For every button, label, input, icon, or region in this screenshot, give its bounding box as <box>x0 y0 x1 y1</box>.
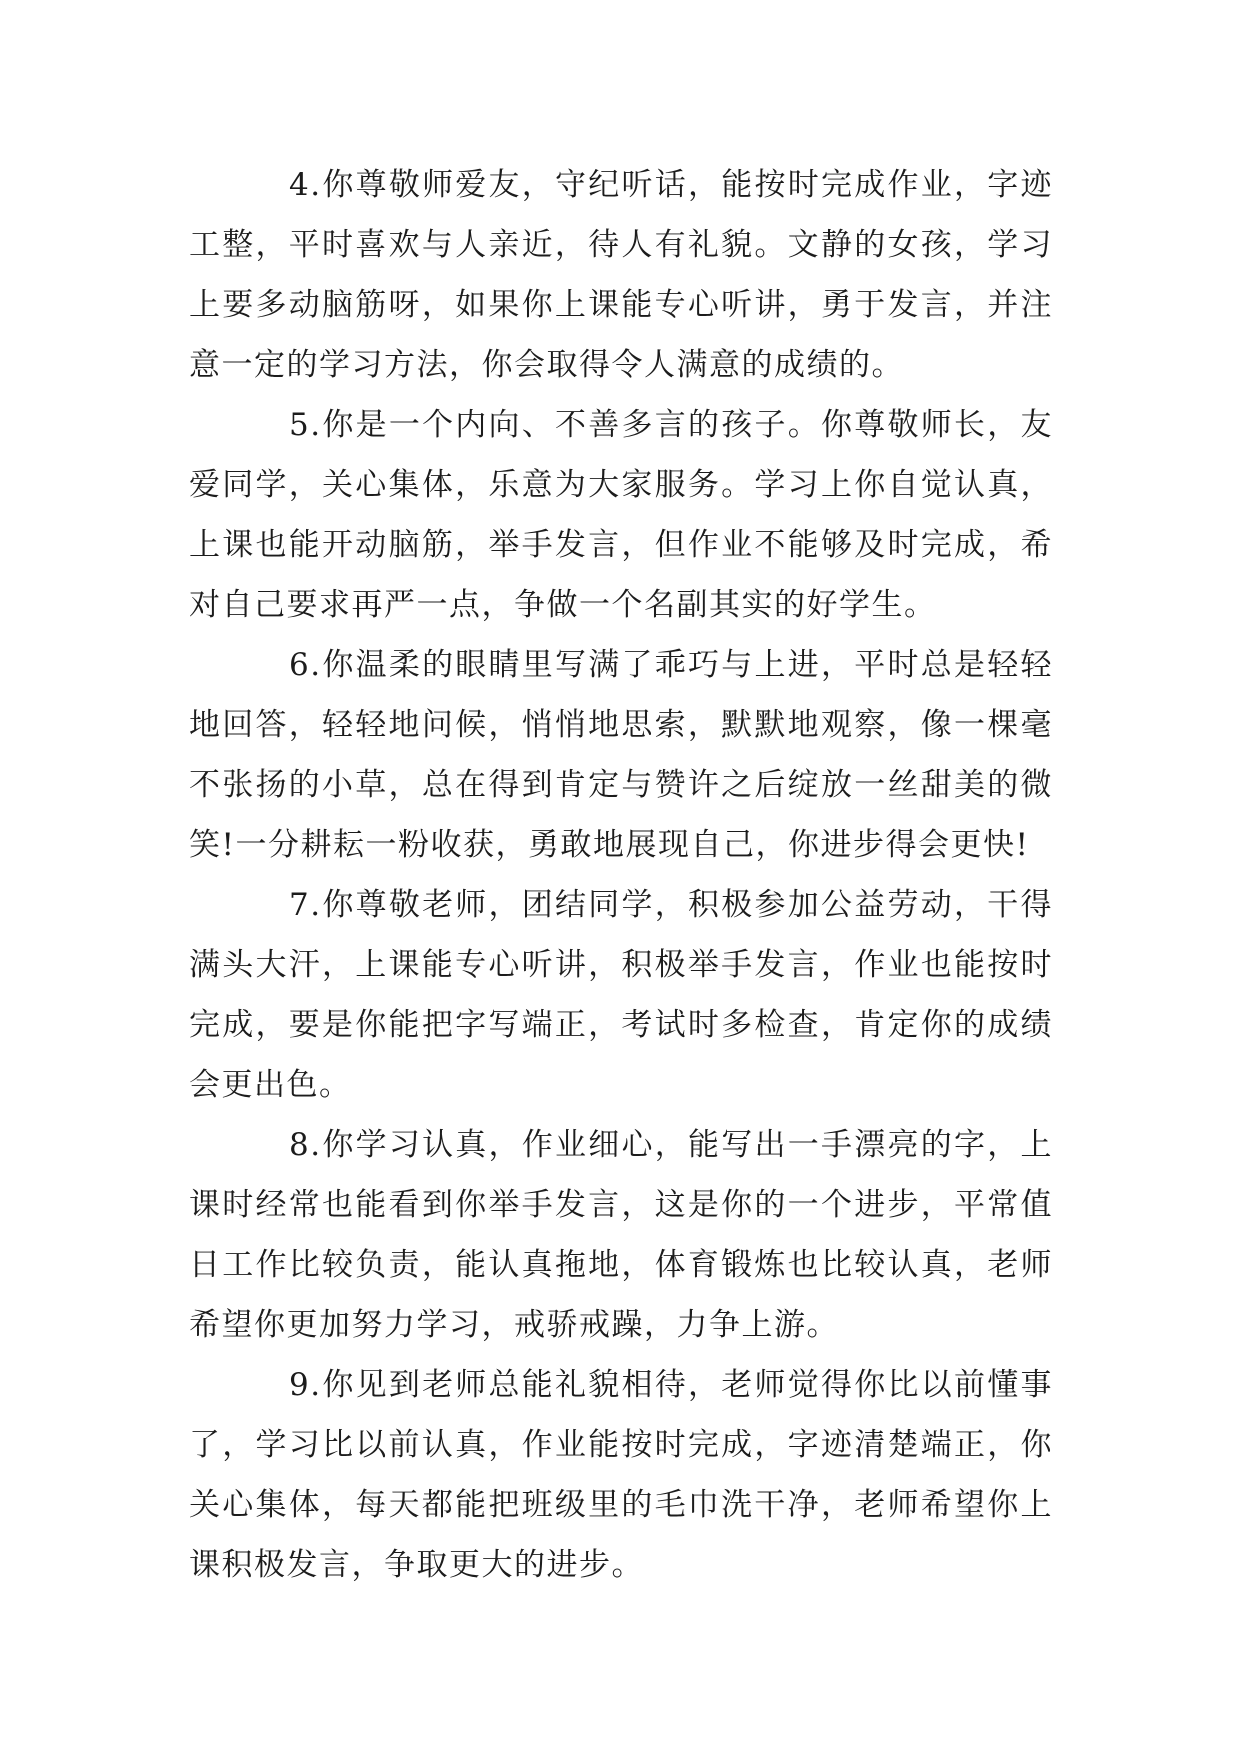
paragraph-7: 7.你尊敬老师，团结同学，积极参加公益劳动，干得满头大汗，上课能专心听讲，积极举手发言，作业也能按时完成，要是你能把字写端正，考试时多检查，肯定你的成绩会更出色。 <box>189 887 1053 1103</box>
paragraph-9: 9.你见到老师总能礼貌相待，老师觉得你比以前懂事了，学习比以前认真，作业能按时完成，字迹清楚端正，你关心集体，每天都能把班级里的毛巾洗干净，老师希望你上课积极发言，争取更大的进步。 <box>189 1367 1053 1583</box>
paragraph-4: 4.你尊敬师爱友，守纪听话，能按时完成作业，字迹工整，平时喜欢与人亲近，待人有礼貌。文静的女孩，学习上要多动脑筋呀，如果你上课能专心听讲，勇于发言，并注意一定的学习方法，你会取得令人满意的成绩的。 <box>189 167 1053 383</box>
paragraph-6: 6.你温柔的眼睛里写满了乖巧与上进，平时总是轻轻地回答，轻轻地问候，悄悄地思索，默默地观察，像一棵毫不张扬的小草，总在得到肯定与赞许之后绽放一丝甜美的微笑!一分耕耘一粉收获，勇敢地展现自己，你进步得会更快! <box>189 647 1053 863</box>
paragraph-5: 5.你是一个内向、不善多言的孩子。你尊敬师长，友爱同学，关心集体，乐意为大家服务。学习上你自觉认真，上课也能开动脑筋，举手发言，但作业不能够及时完成，希对自己要求再严一点，争做一个名副其实的好学生。 <box>189 407 1053 623</box>
paragraph-8: 8.你学习认真，作业细心，能写出一手漂亮的字，上课时经常也能看到你举手发言，这是你的一个进步，平常值日工作比较负责，能认真拖地，体育锻炼也比较认真，老师希望你更加努力学习，戒骄戒躁，力争上游。 <box>189 1127 1053 1343</box>
document-body <box>189 155 1053 1595</box>
